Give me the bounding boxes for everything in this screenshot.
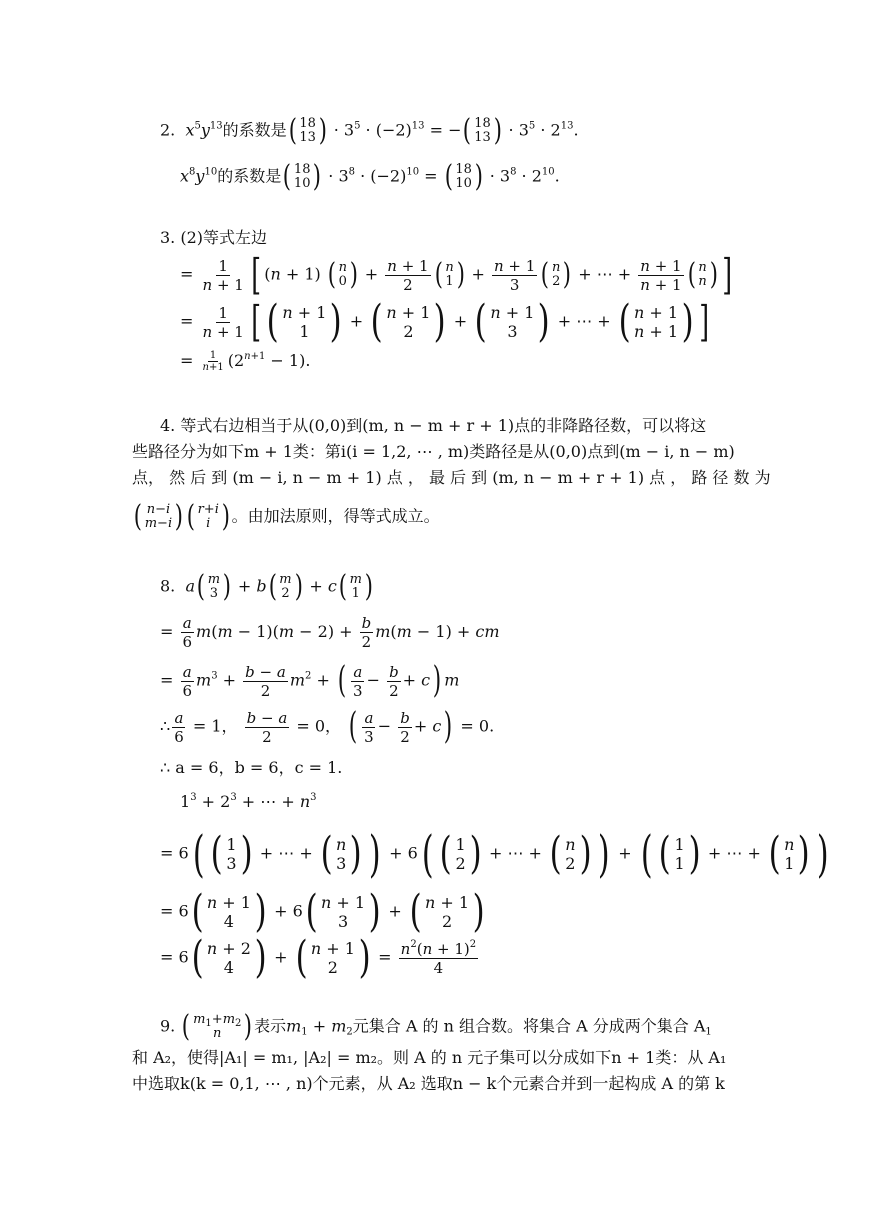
problem2-line2: $x^8y^{10}$的系数是 ( 18 10 ) · $3^8 \cdot (-2)^{10}$ = ( 18 10 ) · $3^8 \cdot 2^{10}$.: [180, 159, 560, 194]
coefficient-text: 的系数是: [222, 120, 287, 140]
problem4-p1: 4. 等式右边相当于从(0,0)到(m, n − m + r + 1)点的非降路径数，可以将这: [160, 416, 707, 435]
problem8-eq3: ∴ $\frac{a}{6}$ = 1， $\frac{b - a}{2}$ = 0， ( $\frac{a}{3}$ − $\frac{b}{2}$ + c) = 0.: [160, 706, 495, 747]
problem4-p3: 点， 然 后 到 (m − i, n − m + 1) 点 ， 最 后 到 (m, n − m + r + 1) 点 ， 路 径 数 为: [132, 468, 771, 487]
text-fragment: 元集合 A 的 n 组合数。将集合 A 分成两个集合 A: [352, 1016, 706, 1036]
problem8-eq1: = $\frac{a}{6}$ m(m − 1)(m − 2) + $\frac{b}{2}$ m(m − 1) + cm: [160, 614, 500, 651]
problem3-eq2: = $\frac{1}{n + 1}$ [ ( n + 1 1 ) + ( n + 1 2 ) + ( n + 1 3 ) + ⋯ + ( n + 1 n + 1 ) ]: [180, 296, 710, 347]
text-fragment: 表示: [254, 1016, 287, 1036]
problem8-eq6: = 6 ( n + 2 4 ) + ( n + 1 2 ) = $\frac{n^2(n + 1)^2}{4}$: [160, 932, 477, 983]
conclusion-text: 。由加法原则，得等式成立。: [231, 506, 440, 526]
problem8-eq5: = 6 ( n + 1 4 ) + 6 ( n + 1 3 ) + ( n + 1 2 ): [160, 886, 485, 937]
problem2-line1: 2. $x^5y^{13}$的系数是 ( 18 13 ) · $3^5 \cdot (-2)^{13}$ = − ( 18 13 ) · $3^5 \cdot 2^{13}$.: [160, 113, 579, 148]
problem9-l1: 9. ( $m_1+m_2$ n ) 表示$m_1 + m_2$元集合 A 的 n 组合数。将集合 A 分成两个集合 $A_1$: [160, 1009, 712, 1044]
problem4-p2: 些路径分为如下m + 1类：第i(i = 1,2, ⋯ , m)类路径是从(0,0)点到(m − i, n − m): [132, 442, 735, 461]
problem8-sum: $1^3 + 2^3$ + ⋯ + $n^3$: [180, 792, 317, 811]
problem-number: 8.: [160, 576, 176, 596]
problem9-l2: 和 A₂，使得|A₁| = m₁, |A₂| = m₂。则 A 的 n 元子集可以分成如下n + 1类：从 A₁: [132, 1048, 727, 1067]
problem3-eq3: = $\frac{1}{n+1}$ $(2^{n+1} - 1)$.: [180, 350, 311, 373]
problem-number: 9.: [160, 1016, 176, 1036]
problem8-solution: ∴ a = 6，b = 6，c = 1.: [160, 758, 343, 777]
problem4-p4: ( n−i m−i ) ( r+i i ) 。由加法原则，得等式成立。: [133, 499, 440, 534]
problem-number: 2.: [160, 120, 176, 140]
therefore-symbol: ∴: [160, 716, 171, 736]
problem8-eq2: = $\frac{a}{6}$ $m^3$ + $\frac{b - a}{2}$ $m^2$ + ( $\frac{a}{3}$ − $\frac{b}{2}$ + c) m: [160, 660, 460, 701]
problem8-head: 8. a ( m 3 ) + b ( m 2 ) + c ( m 1 ): [160, 569, 373, 604]
coefficient-text: 的系数是: [217, 166, 282, 186]
problem9-l3: 中选取k(k = 0,1, ⋯ , n)个元素，从 A₂ 选取n − k个元素合并到一起构成 A 的第 k: [132, 1074, 725, 1093]
problem8-eq4: = 6( ( 1 3 ) + ⋯ + ( n 3 ) ) + 6( ( 1 2 ) + ⋯ + ( n 2 ) ) + ( ( 1 1 ) + ⋯ + ( n 1 ) ): [160, 825, 829, 883]
problem3-head: 3. (2)等式左边: [160, 228, 268, 247]
problem3-eq1: = $\frac{1}{n + 1}$ [ (n + 1) ( n 0 ) + $\frac{n + 1}{2}$ ( n 1 ) + $\frac{n + 1}{3}$ ( n 2 ) + ⋯ + $\frac{n + 1}{n + 1}$ ( n n ) ]: [180, 250, 733, 299]
